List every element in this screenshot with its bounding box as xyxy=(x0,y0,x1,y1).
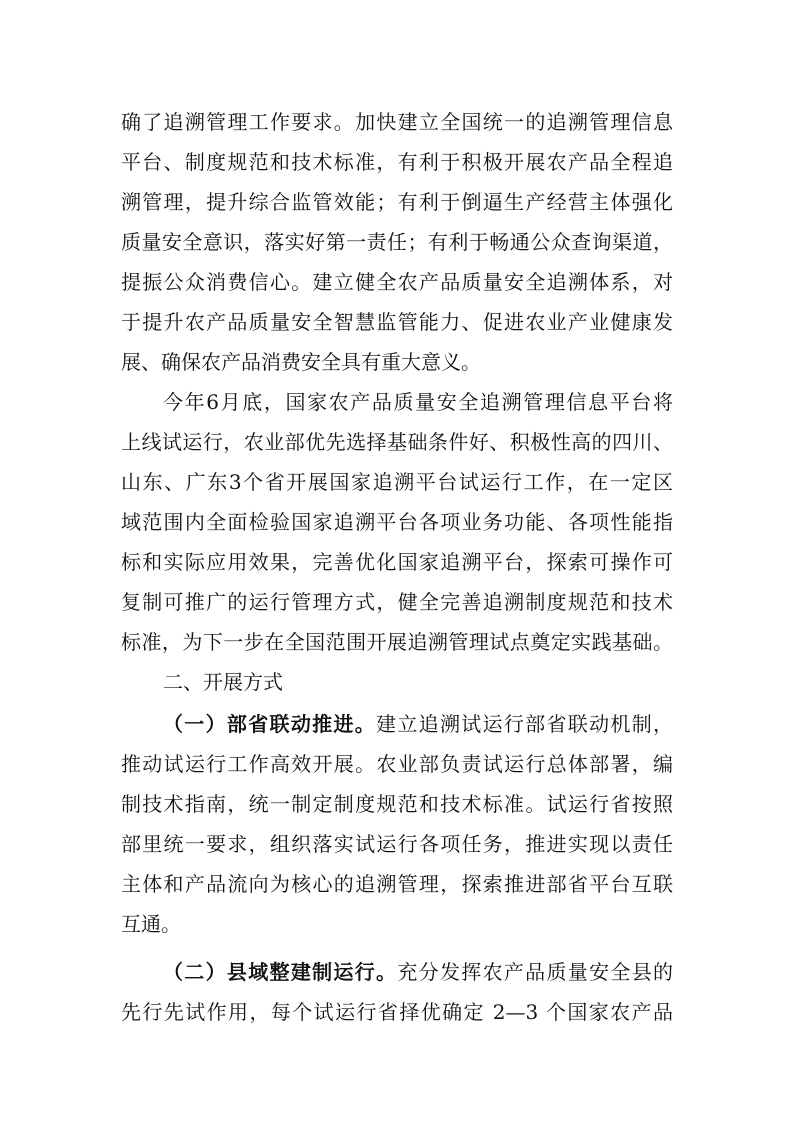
paragraph-1-line-2: 平台、制度规范和技术标准，有利于积极开展农产品全程追 xyxy=(121,150,673,174)
item-1-line-5: 主体和产品流向为核心的追溯管理，探索推进部省平台互联 xyxy=(121,872,673,896)
paragraph-2-line-1: 今年6月底，国家农产品质量安全追溯管理信息平台将 xyxy=(163,390,673,414)
item-2-first-line xyxy=(163,952,673,992)
paragraph-2-line-5: 标和实际应用效果，完善优化国家追溯平台，探索可操作可 xyxy=(121,550,673,574)
paragraph-2-line-2: 上线试运行，农业部优先选择基础条件好、积极性高的四川、 xyxy=(121,430,673,454)
paragraph-1-line-7: 展、确保农产品消费安全具有重大意义。 xyxy=(121,350,481,374)
paragraph-2-line-3: 山东、广东3个省开展国家追溯平台试运行工作，在一定区 xyxy=(121,470,673,494)
item-1-line-2: 推动试运行工作高效开展。农业部负责试运行总体部署，编 xyxy=(121,752,673,776)
item-1-line-6: 互通。 xyxy=(121,912,181,936)
paragraph-2-line-4: 域范围内全面检验国家追溯平台各项业务功能、各项性能指 xyxy=(121,510,673,534)
paragraph-1-line-5: 提振公众消费信心。建立健全农产品质量安全追溯体系，对 xyxy=(121,270,673,294)
paragraph-1-line-6: 于提升农产品质量安全智慧监管能力、促进农业产业健康发 xyxy=(121,310,673,334)
section-heading: 二、开展方式 xyxy=(163,670,283,694)
item-1-first-line-text: 建立追溯试运行部省联动机制， xyxy=(376,712,673,736)
item-1-title: （一）部省联动推进。 xyxy=(163,712,377,736)
paragraph-1-line-3: 溯管理，提升综合监管效能；有利于倒逼生产经营主体强化 xyxy=(121,190,673,214)
paragraph-1-line-4: 质量安全意识，落实好第一责任；有利于畅通公众查询渠道， xyxy=(121,230,673,254)
item-2-first-line-text: 充分发挥农产品质量安全县的 xyxy=(397,960,673,984)
paragraph-2-line-6: 复制可推广的运行管理方式，健全完善追溯制度规范和技术 xyxy=(121,590,673,614)
paragraph-1-line-1: 确了追溯管理工作要求。加快建立全国统一的追溯管理信息 xyxy=(121,110,673,134)
paragraph-2-line-7: 标准，为下一步在全国范围开展追溯管理试点奠定实践基础。 xyxy=(121,630,673,654)
item-1-line-4: 部里统一要求，组织落实试运行各项任务，推进实现以责任 xyxy=(121,832,673,856)
item-2-title: （二）县域整建制运行。 xyxy=(163,960,398,984)
item-1-line-3: 制技术指南，统一制定制度规范和技术标准。试运行省按照 xyxy=(121,792,673,816)
item-2-line-2: 先行先试作用，每个试运行省择优确定 2—3 个国家农产品 xyxy=(121,1000,673,1024)
item-1-first-line xyxy=(163,704,673,744)
